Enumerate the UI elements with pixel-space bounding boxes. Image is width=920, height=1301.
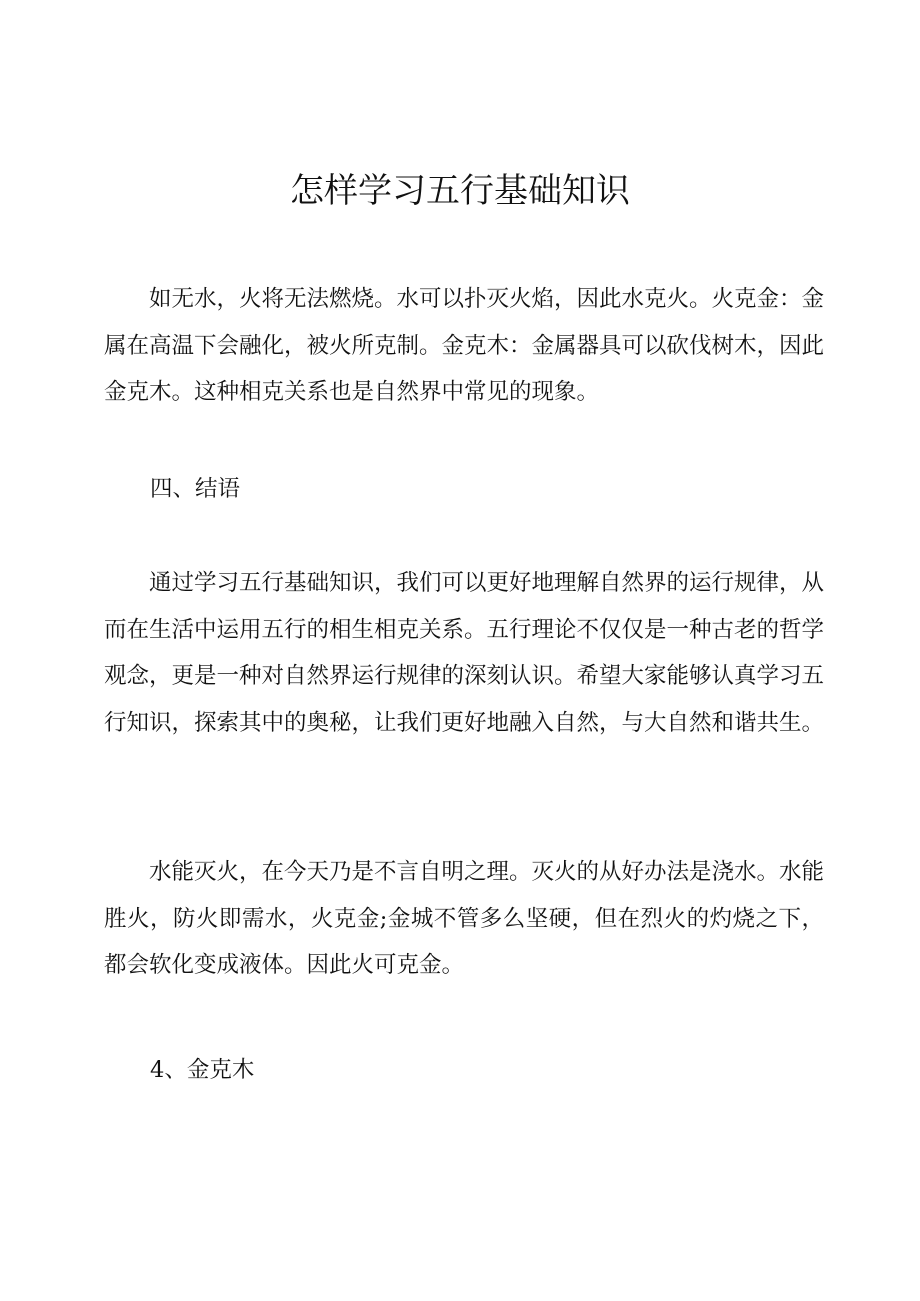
paragraph-fire-overcomes-metal: 如无水，火将无法燃烧。水可以扑灭火焰，因此水克火。火克金：金属在高温下会融化，被火所克制。金克木：金属器具可以砍伐树木，因此金克木。这种相克关系也是自然界中常见的现象。 [104, 286, 825, 405]
page-title: 怎样学习五行基础知识 [290, 171, 630, 211]
paragraph-conclusion: 通过学习五行基础知识，我们可以更好地理解自然界的运行规律，从而在生活中运用五行的相生相克关系。五行理论不仅仅是一种古老的哲学观念，更是一种对自然界运行规律的深刻认识。希望大家能够认真学习五行知识，探索其中的奥秘，让我们更好地融入自然，与大自然和谐共生。 [104, 570, 825, 736]
section-heading-metal-overcomes-wood: 4、金克木 [150, 1057, 255, 1083]
paragraph-water-overcomes-fire: 水能灭火，在今天乃是不言自明之理。灭火的从好办法是浇水。水能胜火，防火即需水，火克金;金城不管多么坚硬，但在烈火的灼烧之下，都会软化变成液体。因此火可克金。 [104, 859, 825, 978]
section-heading-conclusion: 四、结语 [150, 476, 241, 502]
